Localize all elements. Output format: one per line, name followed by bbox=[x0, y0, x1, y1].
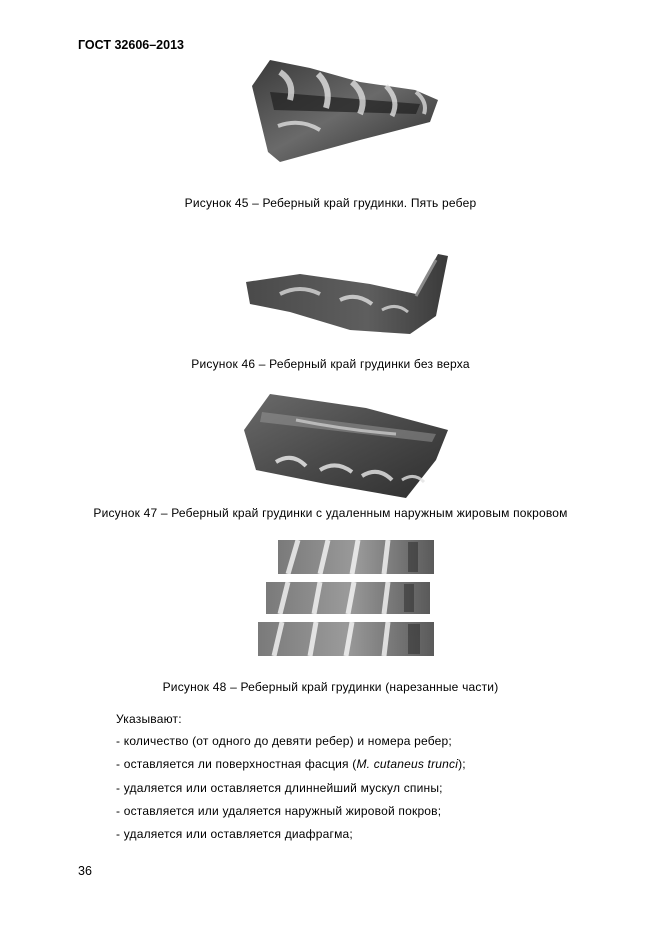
list-item: - удаляется или оставляется длиннейший мускул спины; bbox=[116, 781, 443, 795]
list-item: - количество (от одного до девяти ребер) и номера ребер; bbox=[116, 734, 452, 748]
list-item-text: ); bbox=[458, 757, 466, 771]
figure-48-image bbox=[258, 536, 438, 662]
figure-45-image bbox=[240, 52, 450, 164]
list-item: - удаляется или оставляется диафрагма; bbox=[116, 827, 353, 841]
figure-45-caption: Рисунок 45 – Реберный край грудинки. Пять ребер bbox=[184, 196, 477, 210]
list-item: - оставляется или удаляется наружный жировой покров; bbox=[116, 804, 442, 818]
list-item-text: - оставляется ли поверхностная фасция ( bbox=[116, 757, 357, 771]
figure-47-image bbox=[236, 390, 454, 502]
latin-term: M. cutaneus trunci bbox=[356, 757, 459, 771]
document-code: ГОСТ 32606–2013 bbox=[78, 38, 184, 52]
page-number: 36 bbox=[78, 864, 92, 878]
figure-47-caption: Рисунок 47 – Реберный край грудинки с удаленным наружным жировым покровом bbox=[93, 506, 568, 520]
list-item bbox=[116, 757, 466, 771]
figure-48-caption: Рисунок 48 – Реберный край грудинки (нарезанные части) bbox=[162, 680, 499, 694]
figure-46-image bbox=[240, 250, 452, 342]
figure-46-caption: Рисунок 46 – Реберный край грудинки без верха bbox=[191, 357, 470, 371]
list-intro: Указывают: bbox=[116, 712, 182, 726]
